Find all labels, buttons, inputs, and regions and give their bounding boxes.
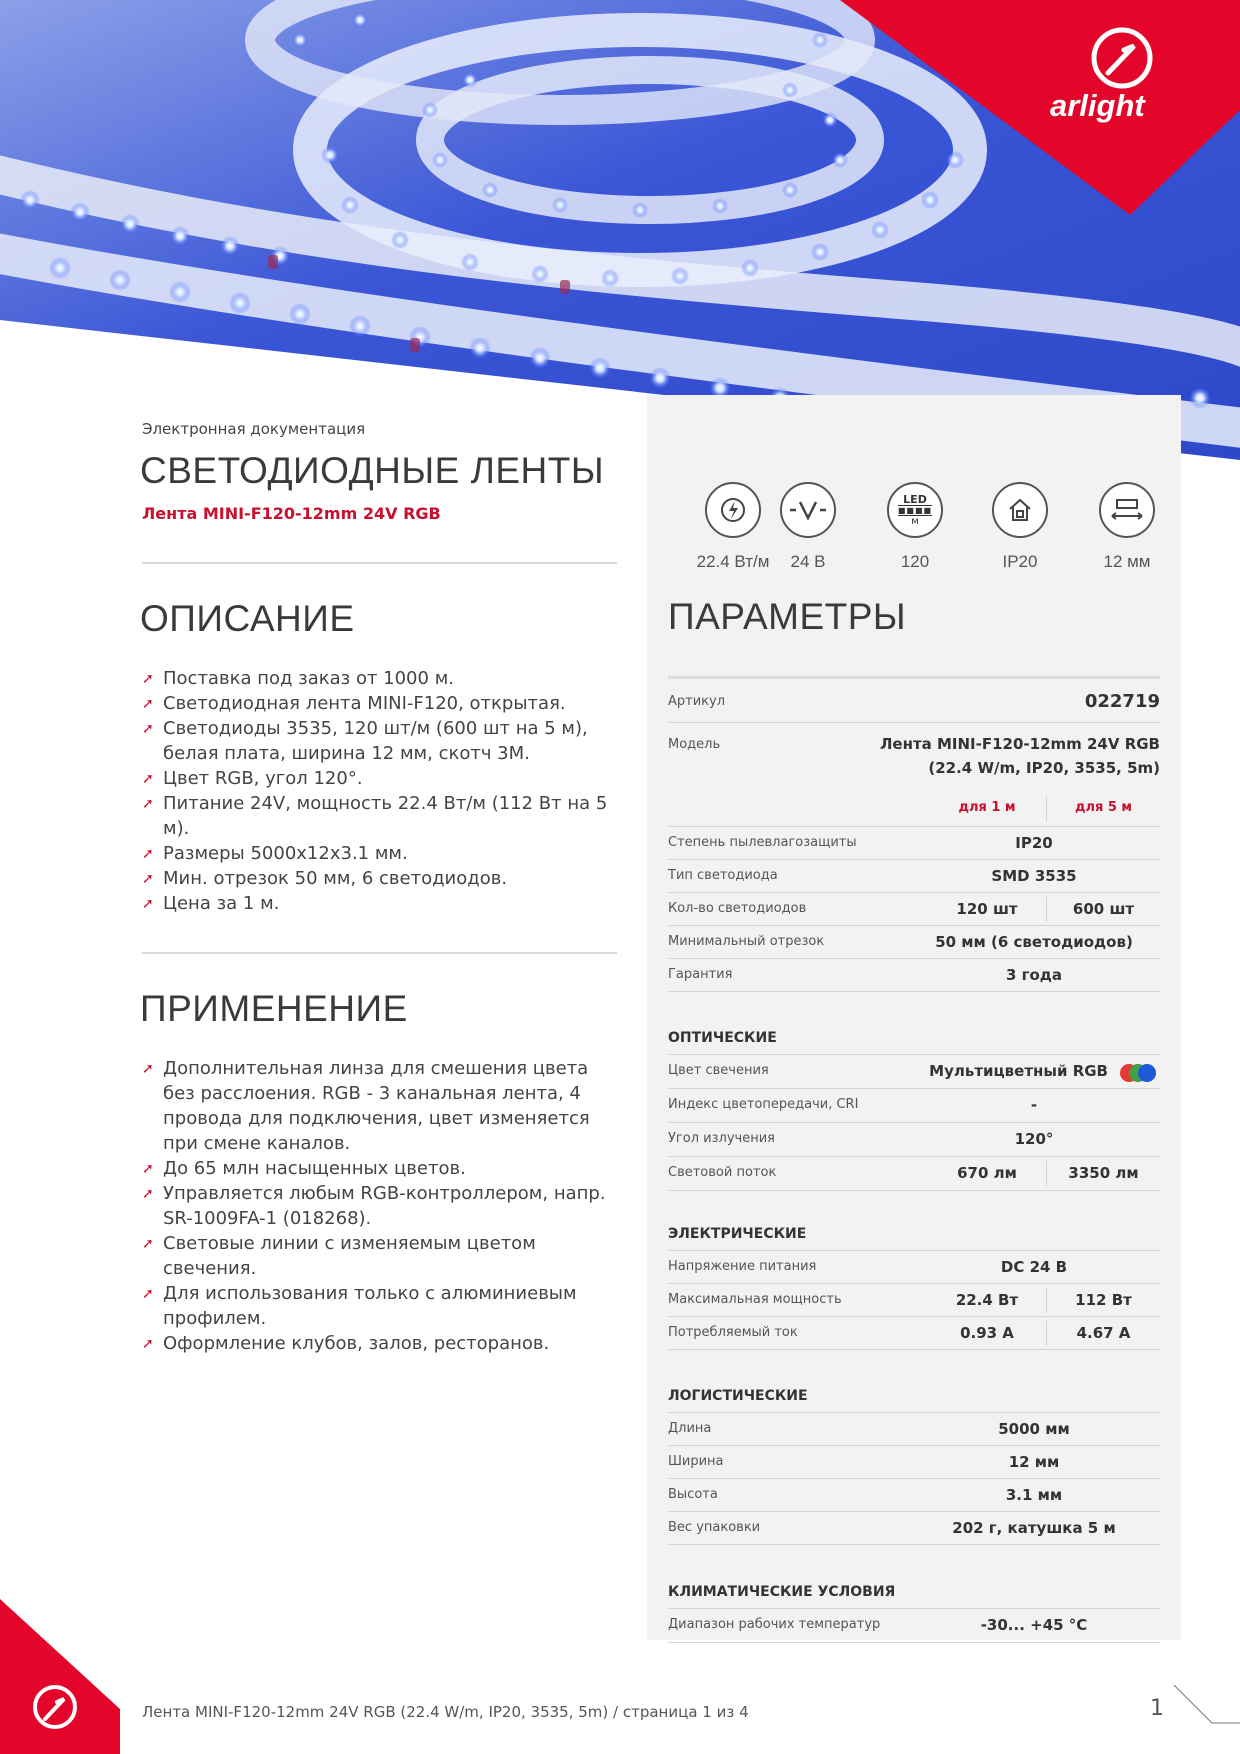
col-1m: для 1 м [958,800,1016,815]
bullet-arrow-icon: ➚ [142,1336,154,1352]
param-label: Напряжение питания [668,1259,817,1274]
led-count-caption: 120 [900,552,930,571]
description-item [142,666,622,691]
feature-width [1082,482,1172,572]
param-label: Максимальная мощность [668,1292,842,1307]
bullet-arrow-icon: ➚ [142,671,154,687]
divider [142,952,617,954]
description-item [142,766,622,791]
bullet-arrow-icon: ➚ [142,1236,154,1252]
description-item-text: Цена за 1 м. [163,893,280,914]
led-dots-glyph: ■■■■ [897,505,933,515]
col-5m: для 5 м [1074,800,1133,815]
row-bottom-rule [668,1642,1160,1643]
logistics-title: ЛОГИСТИЧЕСКИЕ [668,1388,808,1404]
description-heading: ОПИСАНИЕ [140,598,355,639]
product-subtitle: Лента MINI-F120-12mm 24V RGB [142,504,441,523]
param-row [668,1478,1160,1512]
led-glyph-top: LED [903,492,927,506]
footer-text: Лента MINI-F120-12mm 24V RGB (22.4 W/m, IP20, 3535, 5m) / страница 1 из 4 [142,1703,749,1721]
description-item-text: Поставка под заказ от 1000 м. [163,668,454,689]
width-caption: 12 мм [1103,552,1151,571]
param-value: 3 года [1005,966,1063,984]
param-row [668,1283,1160,1317]
param-row [668,1156,1160,1191]
param-label: Гарантия [668,967,733,982]
voltage-icon [780,482,836,538]
model-label: Модель [668,737,721,752]
description-item [142,791,622,841]
param-label: Угол излучения [668,1131,775,1146]
model-row [668,722,1160,793]
application-item-text: До 65 млн насыщенных цветов. [163,1158,466,1179]
application-item-text: Для использования только с алюминиевым профилем. [163,1283,577,1329]
bullet-arrow-icon: ➚ [142,896,154,912]
param-value-1m: 22.4 Вт [955,1291,1019,1309]
param-row [668,859,1160,893]
color-dot [1138,1064,1156,1082]
application-item-text: Управляется любым RGB-контроллером, напр. SR-1009FA-1 (018268). [163,1183,606,1229]
param-value: Мультицветный RGB [929,1062,1108,1080]
description-item-text: Размеры 5000x12x3.1 мм. [163,843,408,864]
application-list [142,1056,622,1356]
param-value-5m: 600 шт [1072,900,1135,918]
application-item [142,1181,622,1231]
ip-caption: IP20 [1002,552,1038,571]
param-row [668,826,1160,860]
application-item [142,1231,622,1281]
document-title: СВЕТОДИОДНЫЕ ЛЕНТЫ [140,450,605,491]
param-row [668,1412,1160,1446]
row-bottom-rule [668,1544,1160,1545]
parameters-heading: ПАРАМЕТРЫ [668,596,907,637]
param-row [668,1122,1160,1157]
param-value: IP20 [1015,834,1053,852]
application-item-text: Дополнительная линза для смешения цвета без расслоения. RGB - 3 канальная лента, 4 провода для подключения, цвет изменяется при смене каналов. [163,1058,590,1154]
description-item-text: Светодиоды 3535, 120 шт/м (600 шт на 5 м), белая плата, ширина 12 мм, скотч 3М. [163,718,588,764]
feature-led-count [870,482,960,572]
led-per-meter-icon [887,482,943,538]
electrical-title: ЭЛЕКТРИЧЕСКИЕ [668,1226,807,1242]
description-item-text: Питание 24V, мощность 22.4 Вт/м (112 Вт на 5 м). [163,793,608,839]
application-item [142,1056,622,1156]
bullet-arrow-icon: ➚ [142,1061,154,1077]
power-icon [705,482,761,538]
bullet-arrow-icon: ➚ [142,871,154,887]
svg-text:arlight: arlight [1050,88,1145,123]
document-kind: Электронная документация [142,420,366,438]
application-item [142,1331,622,1356]
bullet-arrow-icon: ➚ [142,1286,154,1302]
application-item [142,1156,622,1181]
param-value: 50 мм (6 светодиодов) [935,933,1133,951]
param-row [668,1316,1160,1350]
led-glyph-bottom: м [911,515,919,527]
feature-ip [975,482,1065,572]
param-label: Длина [668,1421,712,1436]
param-value: 120° [1014,1130,1054,1148]
param-label: Высота [668,1487,718,1502]
param-row [668,1445,1160,1479]
voltage-caption: 24 В [790,552,826,571]
article-value: 022719 [1084,691,1160,712]
climate-title: КЛИМАТИЧЕСКИЕ УСЛОВИЯ [668,1584,896,1600]
param-label: Ширина [668,1454,724,1469]
article-label: Артикул [668,694,726,709]
param-value: 202 г, катушка 5 м [952,1519,1116,1537]
feature-voltage [763,482,853,572]
footer-brand-triangle [0,1599,120,1754]
row-bottom-rule [668,991,1160,992]
power-caption: 22.4 Вт/м [696,552,770,571]
param-row [668,925,1160,959]
application-item-text: Оформление клубов, залов, ресторанов. [163,1333,550,1354]
rgb-dots-icon [1120,1064,1160,1082]
description-item [142,716,622,766]
row-bottom-rule [668,1349,1160,1350]
row-bottom-rule [668,1190,1160,1191]
param-value-5m: 112 Вт [1075,1291,1132,1309]
param-label: Степень пылевлагозащиты [668,835,857,850]
description-item [142,691,622,716]
bullet-arrow-icon: ➚ [142,771,154,787]
param-label: Тип светодиода [668,868,778,883]
param-value: 5000 мм [998,1420,1070,1438]
param-row [668,1608,1160,1643]
bullet-arrow-icon: ➚ [142,1186,154,1202]
param-label: Вес упаковки [668,1520,761,1535]
param-row [668,1088,1160,1123]
model-value-line2: (22.4 W/m, IP20, 3535, 5m) [928,759,1160,777]
page-corner-line [1172,1683,1240,1733]
param-label: Цвет свечения [668,1063,769,1078]
description-item [142,866,622,891]
param-label: Потребляемый ток [668,1325,798,1340]
description-item [142,891,622,916]
bullet-arrow-icon: ➚ [142,796,154,812]
param-value: 12 мм [1008,1453,1060,1471]
bullet-arrow-icon: ➚ [142,1161,154,1177]
description-item-text: Светодиодная лента MINI-F120, открытая. [163,693,566,714]
page-number: 1 [1150,1696,1164,1721]
arlight-logo [1042,18,1192,128]
param-row [668,1250,1160,1284]
param-value-5m: 3350 лм [1068,1164,1139,1182]
application-item [142,1281,622,1331]
param-value-5m: 4.67 А [1076,1324,1131,1342]
model-value-line1: Лента MINI-F120-12mm 24V RGB [879,735,1160,753]
bullet-arrow-icon: ➚ [142,696,154,712]
param-row [668,1054,1160,1089]
param-row [668,958,1160,992]
param-value: SMD 3535 [991,867,1077,885]
house-ip-icon [992,482,1048,538]
width-icon [1099,482,1155,538]
param-label: Световой поток [668,1165,777,1180]
description-item-text: Мин. отрезок 50 мм, 6 светодиодов. [163,868,508,889]
param-label: Индекс цветопередачи, CRI [668,1097,859,1112]
param-row [668,1511,1160,1545]
param-value: DC 24 В [1000,1258,1068,1276]
bullet-arrow-icon: ➚ [142,846,154,862]
param-label: Кол-во светодиодов [668,901,807,916]
divider [142,562,617,564]
params-top-rule [668,676,1160,679]
description-list [142,666,622,916]
param-label: Минимальный отрезок [668,934,825,949]
optical-title: ОПТИЧЕСКИЕ [668,1030,777,1046]
param-value-1m: 120 шт [956,900,1018,918]
param-value-1m: 670 лм [957,1164,1017,1182]
application-item-text: Световые линии с изменяемым цветом свечения. [163,1233,536,1279]
param-row [668,892,1160,926]
param-value: 3.1 мм [1005,1486,1063,1504]
bullet-arrow-icon: ➚ [142,721,154,737]
param-label: Диапазон рабочих температур [668,1617,881,1632]
article-row [668,680,1160,722]
description-item-text: Цвет RGB, угол 120°. [163,768,363,789]
param-value: -30... +45 °C [980,1616,1088,1634]
param-value-1m: 0.93 А [960,1324,1014,1342]
application-heading: ПРИМЕНЕНИЕ [140,988,408,1029]
description-item [142,841,622,866]
column-header-row [668,792,1160,826]
param-value: - [1030,1096,1038,1114]
